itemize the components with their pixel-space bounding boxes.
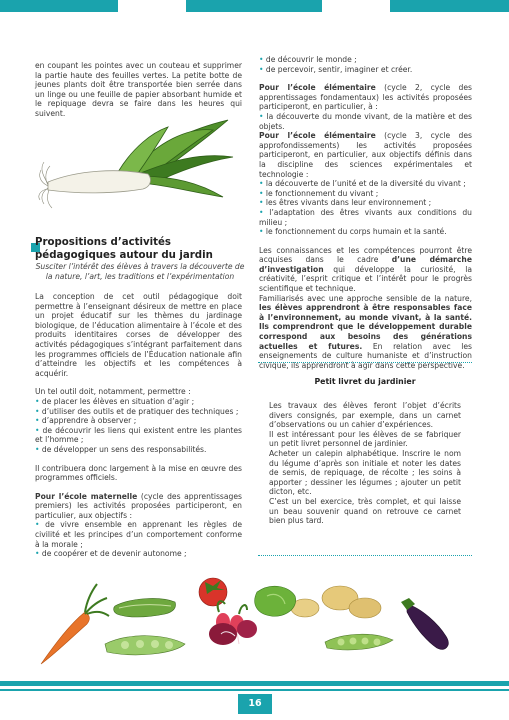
list-item: • de développer un sens des responsabilités. (35, 444, 207, 454)
eggplant-icon (401, 598, 448, 649)
livret-box (258, 362, 472, 556)
list-item: • d’apprendre à observer ; (35, 416, 137, 426)
elementaire-text: (cycle 2, cycle des apprentissages fondamentaux) les activités proposées participeront, en particulier, à : (259, 83, 472, 112)
livret-line: Il est intéressant pour les élèves de se fabriquer un petit livret personnel de jardinier. (269, 429, 461, 449)
intro-text: en coupant les pointes avec un couteau et supprimer la partie haute des feuilles vertes. La petite botte de jeunes plants doit être transportée bien serrée dans un linge ou une feuille de papier absorbant humide et le repiquage devra se faire dans les heures qui suivent. (35, 61, 242, 118)
potato-icon (291, 586, 381, 618)
leek-illustration (38, 112, 238, 212)
list-item: • d’utiliser des outils et de pratiquer des techniques ; (35, 406, 239, 416)
section-title: Propositions d’activités pédagogiques autour du jardin (35, 237, 213, 261)
left-column-body (35, 292, 242, 559)
right-column-body (259, 55, 472, 370)
pea-pod-icon (325, 634, 393, 650)
list-item: • les êtres vivants dans leur environnement ; (259, 198, 432, 208)
contribuera-paragraph: Il contribuera donc largement à la mise en œuvre des programmes officiels. (35, 463, 242, 483)
list-item: • le fonctionnement du corps humain et la santé. (259, 227, 447, 237)
header-tab-right (390, 0, 509, 12)
elementaire-cycle2-block (259, 83, 472, 131)
permettre-intro: Un tel outil doit, notamment, permettre : (35, 387, 191, 397)
list-item: • de percevoir, sentir, imaginer et créer. (259, 64, 413, 74)
elementaire-heading: Pour l’école élémentaire (259, 131, 376, 141)
list-item: • la découverte de l’unité et de la diversité du vivant ; (259, 179, 466, 189)
elementaire-cycle3-block (259, 131, 472, 237)
carrot-icon (41, 584, 109, 664)
zucchini-icon (114, 599, 176, 617)
list-item: • la découverte du monde vivant, de la matière et des objets. (259, 111, 472, 131)
maternelle-block (35, 492, 242, 559)
familiarises-paragraph: Familiarisés avec une approche sensible de la nature, les élèves apprendront à être responsables face à l’environnement, au monde vivant, à la santé. Ils comprendront que le développement durable correspond aux besoins des générations actuelles et futures. En relation avec les enseignements de culture humaniste et d’instruction civique, ils apprendront à agir dans cette perspective. (259, 293, 472, 370)
maternelle-text: (cycle des apprentissages premiers) les activités proposées participeront, en particulier, aux objectifs : (35, 491, 242, 520)
header-tab-left (0, 0, 118, 12)
lettuce-icon (255, 586, 296, 616)
section-subtitle: Susciter l’intérêt des élèves à travers la découverte de la nature, l’art, les traditions et l’expérimentation (35, 262, 245, 281)
list-item: • de vivre ensemble en apprenant les règles de civilité et les principes d’un comportement conforme à la morale ; (35, 520, 242, 549)
permettre-block (35, 387, 242, 454)
bean-pod-icon (105, 636, 185, 655)
maternelle-heading: Pour l’école maternelle (35, 491, 138, 501)
livret-title: Petit livret du jardinier (314, 377, 416, 386)
connaissances-paragraph: Les connaissances et les compétences pourront être acquises dans le cadre d’une démarche d’investigation qui développe la curiosité, la créativité, l’esprit critique et l’intérêt pour le progrès scientifique et technique. (259, 245, 472, 294)
page-number: 16 (238, 694, 272, 714)
footer-bar-thin (0, 689, 509, 691)
list-item: • de placer les élèves en situation d’agir ; (35, 396, 195, 406)
elementaire-heading: Pour l’école élémentaire (259, 83, 376, 93)
vegetables-illustration (35, 574, 475, 674)
list-item: • de découvrir le monde ; (259, 55, 357, 64)
list-item: • de découvrir les liens qui existent entre les plantes et l’homme ; (35, 425, 242, 445)
list-item: • le fonctionnement du vivant ; (259, 188, 379, 198)
list-item: • l’adaptation des êtres vivants aux conditions du milieu ; (259, 207, 472, 227)
elementaire-text: (cycle 3, cycle des approfondissements) les activités proposées participeront, en particulier, aux objectifs définis dans la discipline des sciences expérimentales et technologie : (259, 131, 472, 179)
header-tab-middle (186, 0, 322, 12)
livret-line: Les travaux des élèves feront l’objet d’écrits divers consignés, par exemple, dans un carnet d’observations ou un cahier d’expériences. (269, 401, 461, 430)
footer-bar (0, 681, 509, 686)
conception-paragraph: La conception de cet outil pédagogique doit permettre à l’enseignant désireux de mettre en place un projet éducatif sur les thèmes du jardinage biologique, de l’éducation alimentaire à l’école et des produits identitaires corses de développer des activités pédagogiques s’intégrant parfaitement dans les programmes officiels de l’Éducation nationale afin d’atteindre les objectifs et les compétences à acquérir. (35, 292, 242, 378)
list-item: • de coopérer et de devenir autonome ; (35, 549, 187, 559)
livret-line: Acheter un calepin alphabétique. Inscrire le nom du légume d’après son initiale et noter les dates de semis, de repiquage, de récolte ; les soins à apporter ; dessiner les légumes ; ajouter un petit dicton, etc. (269, 448, 461, 497)
livret-line: C’est un bel exercice, très complet, et qui laisse un beau souvenir quand on retrouve ce carnet bien plus tard. (269, 496, 461, 526)
livret-body (269, 401, 461, 526)
